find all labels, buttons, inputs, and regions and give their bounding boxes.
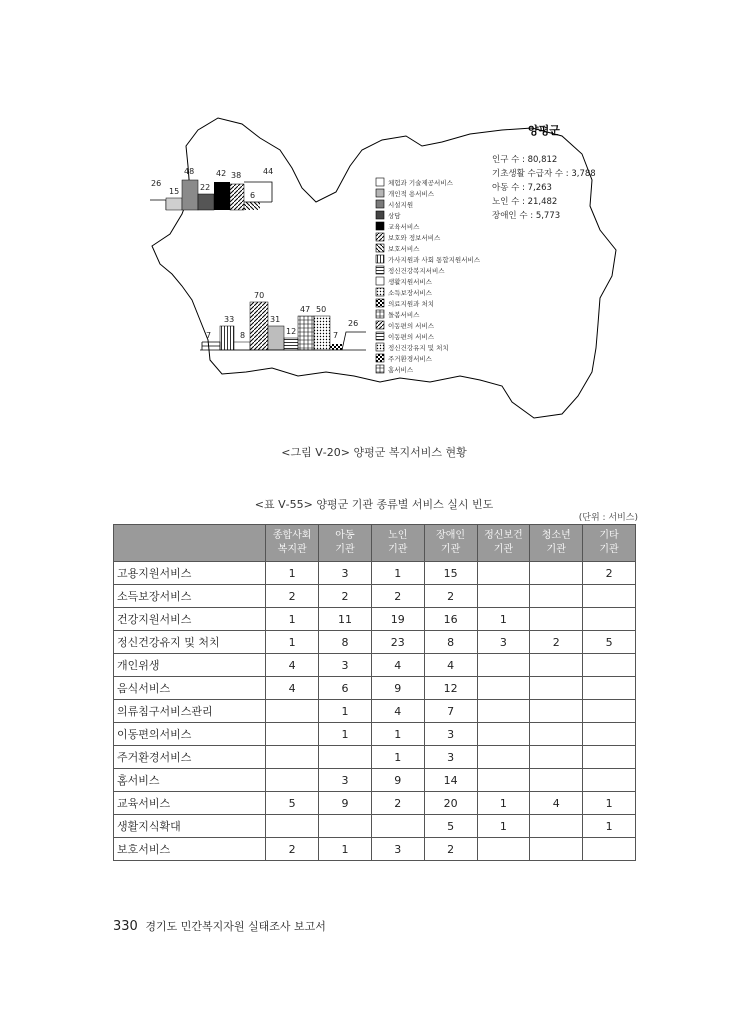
svg-text:소득보장서비스: 소득보장서비스 [388, 289, 432, 297]
bar-value: 44 [263, 167, 274, 176]
column-header: 청소년 기관 [530, 525, 583, 562]
bar [244, 202, 260, 210]
bar [220, 326, 234, 350]
table-row [114, 815, 636, 838]
table-cell [477, 562, 530, 585]
bar-value: 7 [333, 331, 339, 340]
table-cell: 3 [477, 631, 530, 654]
table-cell [371, 815, 424, 838]
table-cell: 5 [424, 815, 477, 838]
table-row [114, 585, 636, 608]
table-cell [530, 815, 583, 838]
table-cell [477, 769, 530, 792]
row-category: 이동편의서비스 [114, 723, 266, 746]
table-row [114, 700, 636, 723]
column-header: 노인 기관 [371, 525, 424, 562]
bar-value: 12 [286, 327, 297, 336]
table-row [114, 677, 636, 700]
table-cell: 1 [477, 792, 530, 815]
table-cell: 3 [371, 838, 424, 861]
table-cell [266, 815, 319, 838]
table-cell [477, 838, 530, 861]
table-cell: 2 [266, 585, 319, 608]
bar [284, 338, 298, 350]
row-category: 의류침구서비스관리 [114, 700, 266, 723]
bar-value: 70 [254, 291, 265, 300]
table-cell: 1 [371, 562, 424, 585]
table-cell [266, 746, 319, 769]
row-category: 음식서비스 [114, 677, 266, 700]
bar-value: 33 [224, 315, 235, 324]
table-cell: 4 [424, 654, 477, 677]
svg-text:체험과 기술제공서비스: 체험과 기술제공서비스 [388, 179, 453, 187]
table-cell [530, 769, 583, 792]
table-cell: 5 [266, 792, 319, 815]
bar-value: 8 [240, 331, 246, 340]
bar [298, 316, 314, 350]
table-cell: 4 [371, 700, 424, 723]
column-header: 기타 기관 [583, 525, 636, 562]
table-cell [530, 838, 583, 861]
table-cell [266, 769, 319, 792]
table-cell: 3 [319, 769, 372, 792]
stat-line: 장애인 수 : 5,773 [492, 211, 561, 221]
table-cell [530, 677, 583, 700]
table-cell [583, 769, 636, 792]
unit-note: (단위 : 서비스) [578, 513, 638, 523]
table-cell: 1 [319, 723, 372, 746]
table-cell: 1 [371, 723, 424, 746]
table-cell: 15 [424, 562, 477, 585]
stat-line: 아동 수 : 7,263 [492, 183, 552, 193]
svg-text:홈서비스: 홈서비스 [388, 366, 414, 374]
table-cell [583, 654, 636, 677]
table-cell: 5 [583, 631, 636, 654]
table-cell: 4 [266, 677, 319, 700]
table-cell [530, 700, 583, 723]
table-row [114, 838, 636, 861]
table-cell [477, 723, 530, 746]
bar [230, 184, 244, 210]
page-number: 330 [113, 919, 138, 934]
table-row [114, 654, 636, 677]
row-category: 고용지원서비스 [114, 562, 266, 585]
svg-text:주거환경서비스: 주거환경서비스 [388, 355, 432, 363]
svg-text:개인적 용서비스: 개인적 용서비스 [388, 190, 435, 198]
bar-value: 26 [151, 179, 162, 188]
table-cell: 11 [319, 608, 372, 631]
bar [166, 198, 182, 210]
table-cell: 1 [371, 746, 424, 769]
bar-value: 22 [200, 183, 211, 192]
report-title: 경기도 민간복지자원 실태조사 보고서 [145, 920, 326, 933]
table-cell: 1 [319, 838, 372, 861]
bar-value: 31 [270, 315, 281, 324]
table-cell: 6 [319, 677, 372, 700]
table-cell: 2 [319, 585, 372, 608]
table-cell: 1 [477, 608, 530, 631]
bar [182, 180, 198, 210]
row-category: 건강지원서비스 [114, 608, 266, 631]
table-cell: 2 [583, 562, 636, 585]
table-row [114, 769, 636, 792]
row-category: 정신건강유지 및 처치 [114, 631, 266, 654]
region-name: 양평군 [528, 124, 560, 137]
table-cell: 2 [424, 585, 477, 608]
bar-value: 48 [184, 167, 195, 176]
table-cell: 9 [319, 792, 372, 815]
table-cell: 9 [371, 677, 424, 700]
table-cell [583, 700, 636, 723]
table-row [114, 746, 636, 769]
table-cell [266, 723, 319, 746]
row-category: 보호서비스 [114, 838, 266, 861]
table-cell: 16 [424, 608, 477, 631]
row-category: 주거환경서비스 [114, 746, 266, 769]
svg-text:교육서비스: 교육서비스 [388, 223, 420, 231]
table-cell [583, 746, 636, 769]
table-cell [477, 746, 530, 769]
table-cell: 2 [424, 838, 477, 861]
row-category: 생활지식확대 [114, 815, 266, 838]
svg-text:돌봄서비스: 돌봄서비스 [388, 311, 420, 319]
svg-text:정신건강유지 및 처치: 정신건강유지 및 처치 [388, 344, 449, 352]
table-cell [530, 562, 583, 585]
bar [250, 302, 268, 350]
table-cell [583, 585, 636, 608]
service-frequency-table [113, 524, 636, 861]
bar-value: 15 [169, 187, 180, 196]
table-cell [583, 723, 636, 746]
table-cell: 3 [319, 562, 372, 585]
table-row [114, 562, 636, 585]
table-cell: 2 [371, 585, 424, 608]
bar-value: 38 [231, 171, 242, 180]
table-cell: 2 [530, 631, 583, 654]
page-footer [113, 918, 326, 934]
row-category: 개인위생 [114, 654, 266, 677]
map-figure [130, 110, 650, 425]
svg-text:시설지원: 시설지원 [388, 201, 414, 209]
table-cell: 3 [424, 746, 477, 769]
svg-text:상담: 상담 [388, 212, 401, 220]
table-cell [477, 700, 530, 723]
bar [198, 194, 214, 210]
table-cell [530, 608, 583, 631]
bar-value: 7 [206, 331, 212, 340]
table-cell [530, 723, 583, 746]
table-cell: 1 [319, 700, 372, 723]
table-cell: 9 [371, 769, 424, 792]
table-row [114, 792, 636, 815]
table-cell [583, 677, 636, 700]
svg-text:보호서비스: 보호서비스 [388, 245, 420, 253]
table-row [114, 723, 636, 746]
stat-line: 노인 수 : 21,482 [492, 197, 558, 207]
table-row [114, 631, 636, 654]
table-cell [530, 654, 583, 677]
table-cell: 4 [530, 792, 583, 815]
table-cell: 3 [424, 723, 477, 746]
svg-text:보호와 정보서비스: 보호와 정보서비스 [388, 234, 441, 242]
bar [330, 344, 342, 350]
table-cell: 1 [477, 815, 530, 838]
table-cell: 19 [371, 608, 424, 631]
table-cell: 2 [266, 838, 319, 861]
table-cell: 8 [319, 631, 372, 654]
table-cell: 12 [424, 677, 477, 700]
column-header: 아동 기관 [319, 525, 372, 562]
bar [314, 316, 330, 350]
table-cell: 1 [583, 815, 636, 838]
table-cell: 23 [371, 631, 424, 654]
table-cell: 4 [371, 654, 424, 677]
table-cell [319, 815, 372, 838]
table-cell [583, 608, 636, 631]
table-header-row [114, 525, 636, 562]
svg-text:생활지원서비스: 생활지원서비스 [388, 278, 432, 286]
column-header: 장애인 기관 [424, 525, 477, 562]
table-cell: 4 [266, 654, 319, 677]
table-cell: 1 [583, 792, 636, 815]
table-cell [583, 838, 636, 861]
row-category: 교육서비스 [114, 792, 266, 815]
table-row [114, 608, 636, 631]
stat-line: 인구 수 : 80,812 [492, 155, 558, 165]
table-cell: 3 [319, 654, 372, 677]
row-category: 소득보장서비스 [114, 585, 266, 608]
svg-text:가사지원과 사회 통합지원서비스: 가사지원과 사회 통합지원서비스 [388, 256, 481, 264]
bar [268, 326, 284, 350]
bar-value: 6 [250, 191, 256, 200]
bar [214, 182, 230, 210]
table-cell: 1 [266, 562, 319, 585]
bar-value: 47 [300, 305, 311, 314]
table-cell [477, 654, 530, 677]
table-cell: 1 [266, 631, 319, 654]
row-category: 홈서비스 [114, 769, 266, 792]
table-cell: 8 [424, 631, 477, 654]
column-header: 종합사회 복지관 [266, 525, 319, 562]
table-cell [266, 700, 319, 723]
figure-caption: <그림 Ⅴ-20> 양평군 복지서비스 현황 [281, 446, 467, 459]
stat-line: 기초생활 수급자 수 : 3,788 [492, 169, 596, 179]
table-cell [319, 746, 372, 769]
table-cell [477, 585, 530, 608]
column-header: 정신보건 기관 [477, 525, 530, 562]
table-cell [530, 746, 583, 769]
svg-text:이동편의 서비스: 이동편의 서비스 [388, 333, 435, 341]
bar [234, 342, 250, 350]
table-cell: 2 [371, 792, 424, 815]
bar-value: 50 [316, 305, 327, 314]
header-corner [114, 525, 266, 562]
table-cell: 14 [424, 769, 477, 792]
svg-text:의료지원과 처치: 의료지원과 처치 [388, 300, 435, 308]
svg-text:정신건강복지서비스: 정신건강복지서비스 [388, 267, 445, 275]
bar-value: 26 [348, 319, 359, 328]
table-cell: 20 [424, 792, 477, 815]
table-cell [477, 677, 530, 700]
svg-text:이동편의 서비스: 이동편의 서비스 [388, 322, 435, 330]
table-caption: <표 Ⅴ-55> 양평군 기관 종류별 서비스 실시 빈도 [254, 498, 494, 511]
table-cell [530, 585, 583, 608]
table-cell: 7 [424, 700, 477, 723]
bar-value: 42 [216, 169, 227, 178]
table-cell: 1 [266, 608, 319, 631]
